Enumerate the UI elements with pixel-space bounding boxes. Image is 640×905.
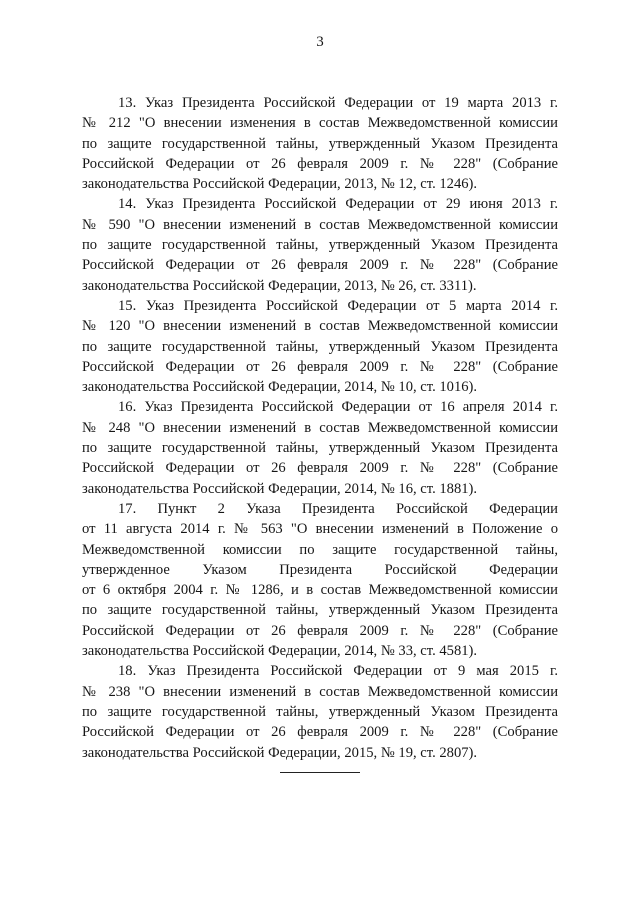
text-line: 13. Указ Президента Российской Федерации от 19 марта 2013 г.	[118, 95, 558, 111]
text-line: законодательства Российской Федерации, 2015, № 19, ст. 2807).	[82, 744, 478, 761]
text-line: 17. Пункт 2 Указа Президента Российской Федерации	[118, 500, 558, 517]
text-line: по защите государственной тайны, утвержденный Указом Президента	[82, 703, 558, 720]
text-line: Российской Федерации от 26 февраля 2009 г. № 228" (Собрание	[82, 622, 558, 639]
text-line: Межведомственной комиссии по защите государственной тайны,	[82, 541, 558, 558]
text-line: законодательства Российской Федерации, 2014, № 16, ст. 1881).	[82, 480, 478, 497]
text-line: Российской Федерации от 26 февраля 2009 г. № 228" (Собрание	[82, 155, 558, 172]
list-item	[82, 194, 558, 295]
text-line: законодательства Российской Федерации, 2014, № 10, ст. 1016).	[82, 379, 478, 396]
text-line: 16. Указ Президента Российской Федерации от 16 апреля 2014 г.	[118, 399, 558, 416]
text-line: № 212 "О внесении изменения в состав Межведомственной комиссии	[82, 115, 558, 132]
text-line: от 11 августа 2014 г. № 563 "О внесении изменений в Положение о	[82, 521, 558, 538]
list-item	[82, 499, 558, 661]
document-body	[82, 93, 558, 763]
list-item	[82, 93, 558, 194]
text-line: утвержденное Указом Президента Российской Федерации	[82, 561, 558, 578]
text-line: Российской Федерации от 26 февраля 2009 г. № 228" (Собрание	[82, 460, 558, 477]
text-line: по защите государственной тайны, утвержденный Указом Президента	[82, 602, 558, 619]
text-line: законодательства Российской Федерации, 2013, № 12, ст. 1246).	[82, 176, 478, 193]
text-line: по защите государственной тайны, утвержденный Указом Президента	[82, 237, 558, 254]
text-line: № 238 "О внесении изменений в состав Межведомственной комиссии	[82, 683, 558, 700]
text-line: № 120 "О внесении изменений в состав Межведомственной комиссии	[82, 318, 558, 335]
text-line: от 6 октября 2004 г. № 1286, и в состав Межведомственной комиссии	[82, 582, 558, 599]
page-number: 3	[316, 34, 324, 50]
text-line: по защите государственной тайны, утвержденный Указом Президента	[82, 135, 558, 152]
text-line: по защите государственной тайны, утвержденный Указом Президента	[82, 440, 558, 457]
text-line: Российской Федерации от 26 февраля 2009 г. № 228" (Собрание	[82, 724, 558, 741]
text-line: законодательства Российской Федерации, 2013, № 26, ст. 3311).	[82, 277, 477, 294]
text-line: № 248 "О внесении изменений в состав Межведомственной комиссии	[82, 419, 558, 436]
text-line: 14. Указ Президента Российской Федерации от 29 июня 2013 г.	[118, 196, 558, 213]
end-of-text-rule	[280, 772, 360, 773]
text-line: 15. Указ Президента Российской Федерации от 5 марта 2014 г.	[118, 297, 558, 314]
text-line: Российской Федерации от 26 февраля 2009 г. № 228" (Собрание	[82, 257, 558, 274]
text-line: по защите государственной тайны, утвержденный Указом Президента	[82, 338, 558, 355]
text-line: № 590 "О внесении изменений в состав Межведомственной комиссии	[82, 216, 558, 233]
text-line: 18. Указ Президента Российской Федерации от 9 мая 2015 г.	[118, 663, 558, 680]
list-item	[82, 296, 558, 397]
list-item	[82, 661, 558, 762]
text-line: законодательства Российской Федерации, 2014, № 33, ст. 4581).	[82, 643, 478, 660]
text-line: Российской Федерации от 26 февраля 2009 г. № 228" (Собрание	[82, 358, 558, 375]
list-item	[82, 397, 558, 498]
